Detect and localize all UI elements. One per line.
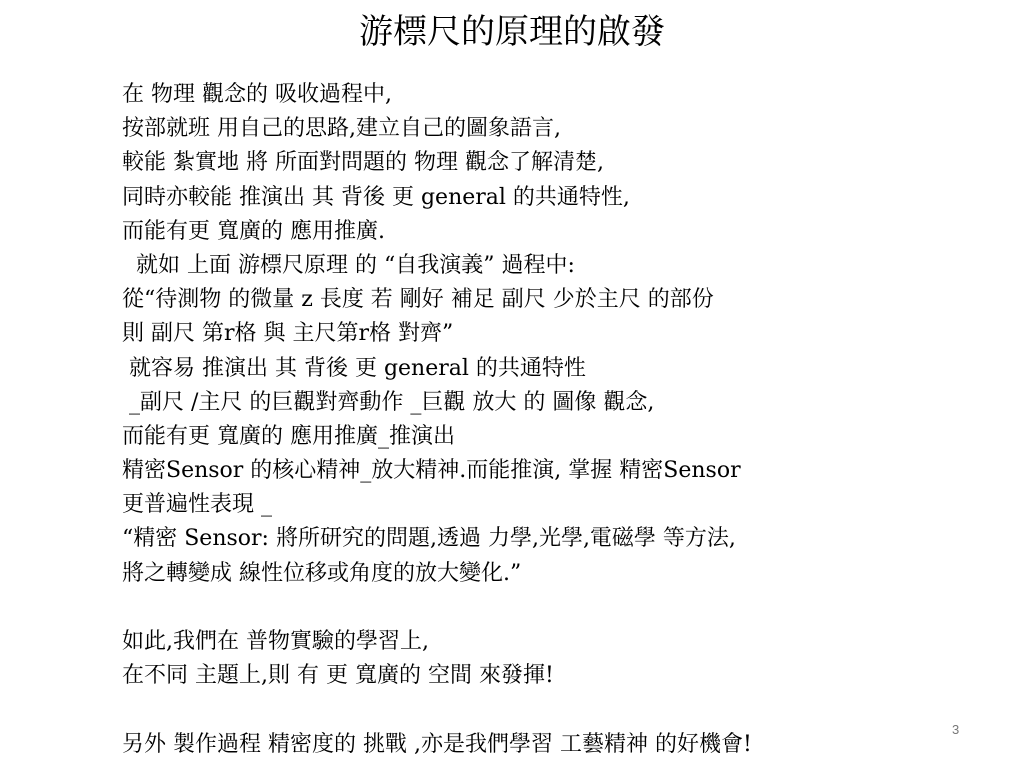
body-line: 則 副尺 第r格 與 主尺第r格 對齊” — [122, 321, 454, 347]
body-line: 更普遍性表現 _ — [122, 492, 272, 518]
body-line: 同時亦較能 推演出 其 背後 更 general 的共通特性, — [122, 184, 630, 210]
slide-title: 游標尺的原理的啟發 — [359, 12, 665, 52]
body-line: 另外 製作過程 精密度的 挑戰 ,亦是我們學習 工藝精神 的好機會! — [122, 731, 752, 757]
body-line: 而能有更 寬廣的 應用推廣. — [122, 218, 385, 244]
blank-line — [122, 693, 1002, 727]
body-line: 在不同 主題上,則 有 更 寬廣的 空間 來發揮! — [122, 663, 554, 689]
slide-body-text — [122, 78, 1002, 762]
body-line: 從“待測物 的微量 z 長度 若 剛好 補足 副尺 少於主尺 的部份 — [122, 287, 714, 313]
body-line: 就如 上面 游標尺原理 的 “自我演義” 過程中: — [122, 252, 575, 278]
body-line: “精密 Sensor: 將所研究的問題,透過 力學,光學,電磁學 等方法, — [122, 526, 736, 552]
body-line: 按部就班 用自己的思路,建立自己的圖象語言, — [122, 116, 561, 142]
body-line: 較能 紮實地 將 所面對問題的 物理 觀念了解清楚, — [122, 150, 604, 176]
body-line: 而能有更 寬廣的 應用推廣_推演出 — [122, 423, 455, 449]
body-line: 就容易 推演出 其 背後 更 general 的共通特性 — [122, 355, 586, 381]
blank-line — [122, 591, 1002, 625]
body-line: 在 物理 觀念的 吸收過程中, — [122, 82, 392, 107]
body-line: _副尺 /主尺 的巨觀對齊動作 _巨觀 放大 的 圖像 觀念, — [122, 389, 655, 415]
body-line: 將之轉變成 線性位移或角度的放大變化.” — [122, 560, 522, 586]
body-line: 如此,我們在 普物實驗的學習上, — [122, 629, 429, 654]
body-line: 精密Sensor 的核心精神_放大精神.而能推演, 掌握 精密Sensor — [122, 458, 741, 484]
page-number: 3 — [952, 722, 960, 737]
